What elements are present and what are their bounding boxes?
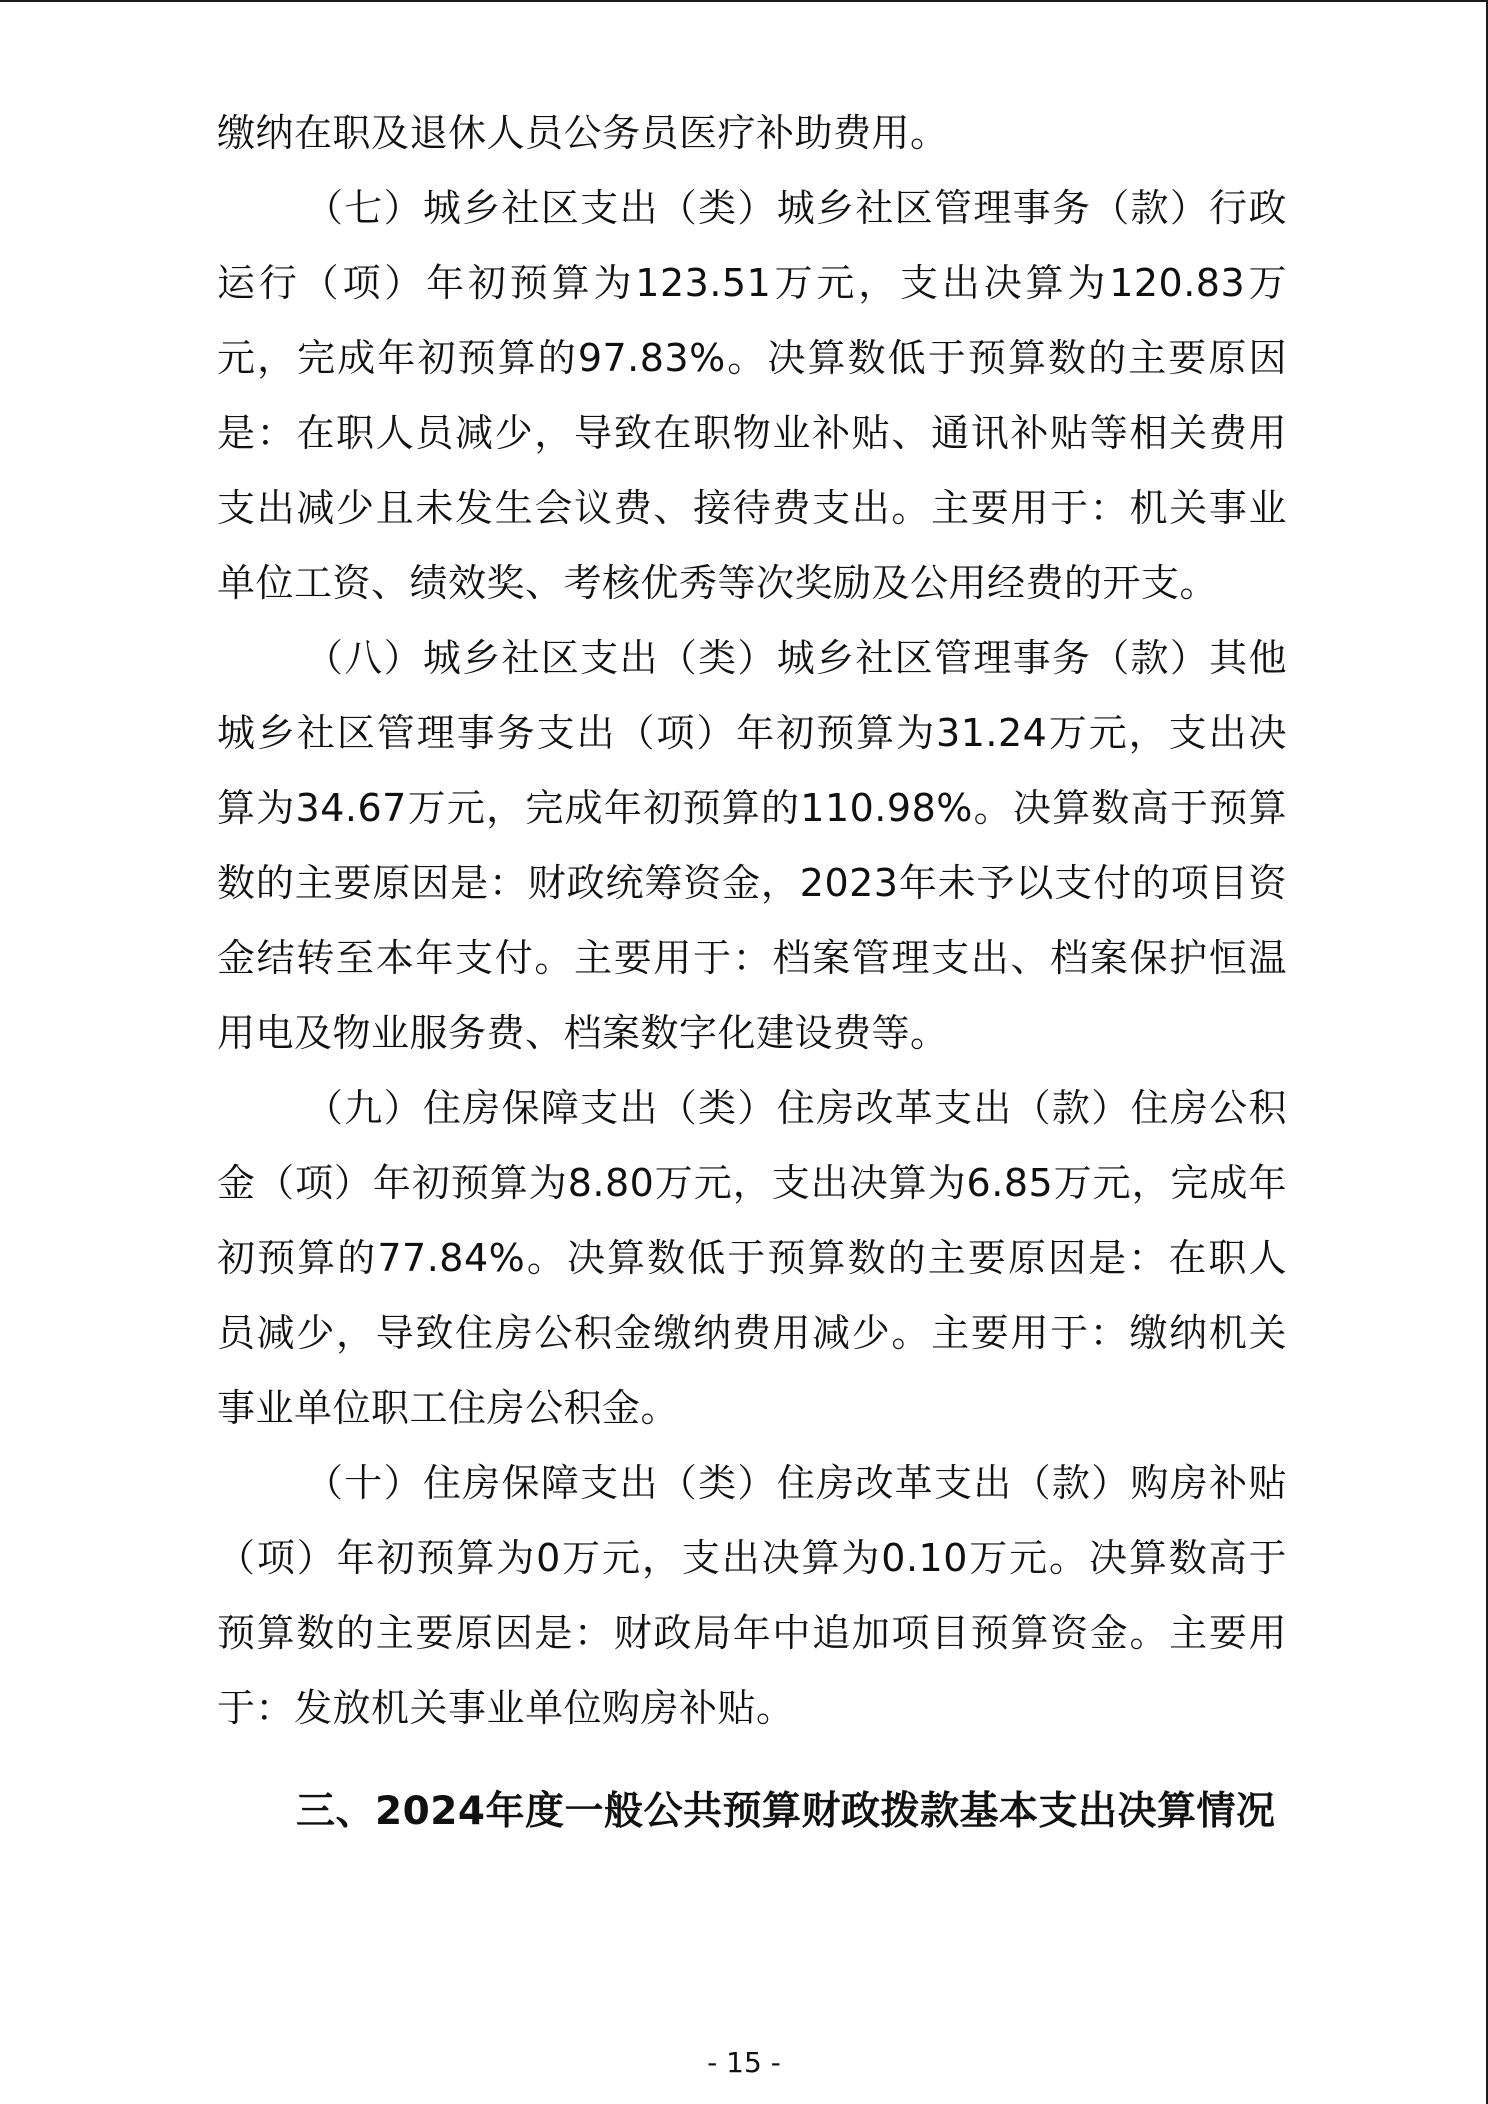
paragraph-item-7: （七）城乡社区支出（类）城乡社区管理事务（款）行政运行（项）年初预算为123.51万元，支出决算为120.83万元，完成年初预算的97.83%。决算数低于预算数的主要原因是：在职人员减少，导致在职物业补贴、通讯补贴等相关费用支出减少且未发生会议费、接待费支出。主要用于：机关事业单位工资、绩效奖、考核优秀等次奖励及公用经费的开支。 bbox=[217, 186, 1287, 605]
document-body bbox=[217, 96, 1287, 1746]
section-heading: 三、2024年度一般公共预算财政拨款基本支出决算情况 bbox=[296, 1789, 1276, 1834]
page-border-top bbox=[0, 0, 1488, 2]
paragraph-item-8: （八）城乡社区支出（类）城乡社区管理事务（款）其他城乡社区管理事务支出（项）年初预算为31.24万元，支出决算为34.67万元，完成年初预算的110.98%。决算数高于预算数的主要原因是：财政统筹资金，2023年未予以支付的项目资金结转至本年支付。主要用于：档案管理支出、档案保护恒温用电及物业服务费、档案数字化建设费等。 bbox=[217, 636, 1287, 1055]
paragraph-item-9: （九）住房保障支出（类）住房改革支出（款）住房公积金（项）年初预算为8.80万元，支出决算为6.85万元，完成年初预算的77.84%。决算数低于预算数的主要原因是：在职人员减少，导致住房公积金缴纳费用减少。主要用于：缴纳机关事业单位职工住房公积金。 bbox=[217, 1086, 1287, 1430]
page-number: - 15 - bbox=[707, 2046, 781, 2079]
paragraph-continuation: 缴纳在职及退休人员公务员医疗补助费用。 bbox=[217, 111, 949, 155]
paragraph-item-10: （十）住房保障支出（类）住房改革支出（款）购房补贴（项）年初预算为0万元，支出决算为0.10万元。决算数高于预算数的主要原因是：财政局年中追加项目预算资金。主要用于：发放机关事业单位购房补贴。 bbox=[217, 1461, 1287, 1730]
